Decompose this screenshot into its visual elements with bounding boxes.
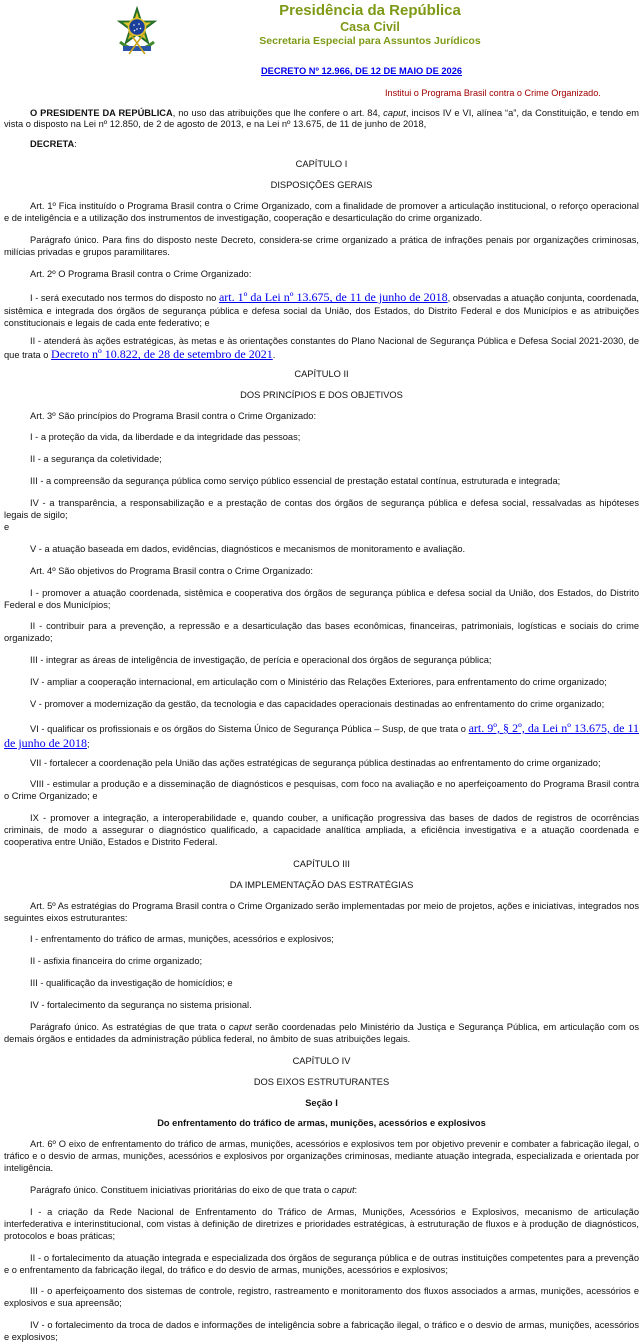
decree-ementa: Institui o Programa Brasil contra o Crime Organizado.: [385, 87, 601, 98]
article-4-item-viii: VIII - estimular a produção e a disseminação de diagnósticos e pesquisas, com foco na avaliação e no aperfeiçoamento do Programa Brasil contra o Crime Organizado; e: [4, 779, 639, 802]
paragraph-text: serão coordenadas pelo Ministério da Justiça e Segurança Pública, em articulação com os demais órgãos e entidades da administração pública federal, no âmbito de suas atribuições legais.: [4, 1022, 639, 1044]
article-5-item-i: I - enfrentamento do tráfico de armas, munições, acessórios e explosivos;: [30, 934, 334, 945]
article-4-item-i: I - promover a atuação coordenada, sistêmica e cooperativa dos órgãos de segurança pública e defesa social da União, dos Estados, do Distrito Federal e dos Municípios;: [4, 587, 639, 610]
chapter-title: DISPOSIÇÕES GERAIS: [270, 180, 373, 191]
decreta-label: DECRETA: [30, 139, 75, 150]
article-6-item-iii: III - o aperfeiçoamento dos sistemas de controle, registro, rastreamento e monitoramento dos fluxos associados a armas, munições, acessórios e explosivos e sua apreensão;: [4, 1286, 639, 1309]
article-4-item-ix: IX - promover a integração, a interoperabilidade e, quando couber, a unificação progressiva das bases de dados de registros de ocorrências criminais, de modo a assegurar o diagnóstico qualificado, a capacidade analítica ampliada, a eficiência investigativa e a atuação coordenada e cooperativa entre União, Estados e Distrito Federal.: [4, 813, 639, 848]
article-6-item-ii: II - o fortalecimento da atuação integrada e especializada dos órgãos de segurança pública e de outras instituições competentes para a prevenção e o enfrentamento da fabricação ilegal, do tráfico e do desvio de armas, munições, acessórios e explosivos;: [4, 1252, 639, 1275]
page-header: [0, 0, 643, 60]
header-title: Presidência da República: [279, 2, 461, 19]
law-link-art9[interactable]: art. 9º, § 2º, da Lei nº 13.675, de 11 de junho de 2018: [4, 720, 640, 751]
header-department: Secretaria Especial para Assuntos Jurídicos: [259, 35, 481, 47]
preamble-lead: O PRESIDENTE DA REPÚBLICA: [30, 107, 173, 118]
brazil-coat-of-arms-icon: [115, 2, 159, 56]
article-4: Art. 4º São objetivos do Programa Brasil contra o Crime Organizado:: [30, 565, 313, 576]
paragraph-text: Parágrafo único. Constituem iniciativas prioritárias do eixo de que trata o: [30, 1185, 332, 1196]
item-text: VI - qualificar os profissionais e os órgãos do Sistema Único de Segurança Pública – Susp, de que trata o: [30, 723, 469, 734]
section-heading: Seção I: [305, 1097, 338, 1108]
paragraph-text: Parágrafo único. As estratégias de que trata o: [30, 1022, 229, 1033]
chapter-heading: CAPÍTULO II: [294, 368, 349, 379]
header-text: [160, 2, 580, 48]
article-6: Art. 6º O eixo de enfrentamento do tráfico de armas, munições, acessórios e explosivos tem por objetivo prevenir e combater a fabricação ilegal, o tráfico e o desvio de armas, munições, acessórios e explosivos por organizações criminosas, mediante atuação integrada, especializada e orientada por inteligência.: [4, 1139, 639, 1174]
article-4-item-iii: III - integrar as áreas de inteligência de investigação, de perícia e operacional dos órgãos de segurança pública;: [30, 655, 492, 666]
item-text: ;: [87, 739, 90, 750]
article-2: Art. 2º O Programa Brasil contra o Crime Organizado:: [30, 268, 252, 279]
article-1: Art. 1º Fica instituído o Programa Brasil contra o Crime Organizado, com a finalidade de promover a articulação institucional, o reforço operacional e de inteligência e a utilização dos instrumentos de investigação, cooperação e desarticulação do crime organizado.: [4, 200, 639, 223]
law-link-art1[interactable]: art. 1º da Lei nº 13.675, de 11 de junho de 2018: [218, 290, 448, 305]
decreta: DECRETA:: [30, 139, 77, 150]
header-subtitle: Casa Civil: [340, 20, 400, 34]
article-5-item-iv: IV - fortalecimento da segurança no sistema prisional.: [30, 1000, 252, 1011]
article-2-item-ii: [4, 336, 639, 363]
article-3-item-ii: II - a segurança da coletividade;: [30, 454, 162, 465]
article-4-item-iv: IV - ampliar a cooperação internacional, em articulação com o Ministério das Relações Exteriores, para enfrentamento do crime organizado;: [30, 677, 607, 688]
article-6-paragraph: [4, 1185, 639, 1197]
article-5-paragraph: [4, 1022, 639, 1046]
chapter-heading: CAPÍTULO I: [295, 159, 348, 170]
preamble: [4, 108, 639, 132]
article-6-item-iv: IV - o fortalecimento da troca de dados e informações de inteligência sobre a fabricação ilegal, o tráfico e o desvio de armas, munições, acessórios e explosivos;: [4, 1320, 639, 1343]
article-5: Art. 5º As estratégias do Programa Brasil contra o Crime Organizado serão implementadas por meio de projetos, ações e iniciativas, integrados nos seguintes eixos estruturantes:: [4, 900, 639, 923]
item-text: .: [272, 350, 276, 361]
paragraph-caput: caput: [228, 1022, 252, 1033]
paragraph-caput: caput: [331, 1185, 355, 1196]
decree-title-link[interactable]: DECRETO Nº 12.966, DE 12 DE MAIO DE 2026: [260, 66, 463, 76]
chapter-heading: CAPÍTULO III: [293, 858, 350, 869]
chapter-heading: CAPÍTULO IV: [292, 1055, 351, 1066]
item-text: II - atenderá às ações estratégicas, às metas e às orientações constantes do Plano Nacional de Segurança Pública e Defesa Social 2021-2030, de que trata o: [4, 335, 639, 361]
article-3: Art. 3º São princípios do Programa Brasil contra o Crime Organizado:: [30, 410, 317, 421]
chapter-title: DA IMPLEMENTAÇÃO DAS ESTRATÉGIAS: [229, 879, 414, 890]
article-2-item-i: [4, 290, 639, 329]
article-3-item-iv: IV - a transparência, a responsabilização e a prestação de contas dos órgãos de segurança pública e defesa social, ressalvadas as hipóteses legais de sigilo;: [4, 498, 639, 521]
article-3-item-iii: III - a compreensão da segurança pública como serviço público essencial de prestação estatal contínua, estruturada e integrada;: [30, 476, 561, 487]
chapter-title: DOS PRINCÍPIOS E DOS OBJETIVOS: [240, 389, 403, 400]
article-4-item-v: V - promover a modernização da gestão, da tecnologia e das capacidades operacionais destinadas ao enfrentamento do crime organizado;: [30, 698, 605, 709]
article-4-item-ii: II - contribuir para a prevenção, a repressão e a desarticulação das bases econômicas, financeiras, patrimoniais, logísticas e sociais do crime organizado;: [4, 621, 639, 644]
article-3-item-iv-conjunction: e: [4, 521, 10, 532]
preamble-caput: caput: [383, 107, 406, 118]
article-4-item-vii: VII - fortalecer a coordenação pela União das ações estratégicas de segurança pública destinadas ao enfrentamento do crime organizado;: [30, 757, 601, 768]
preamble-text-b: , incisos IV e VI, alínea “a”, da Constituição, e tendo em vista o disposto na Lei nº 12.850, de 2 de agosto de 2013, e na Lei nº 13.675, de 11 de junho de 2018,: [4, 107, 639, 130]
section-title: Do enfrentamento do tráfico de armas, munições, acessórios e explosivos: [157, 1118, 486, 1129]
article-3-item-v: V - a atuação baseada em dados, evidências, diagnósticos e mecanismos de monitoramento e avaliação.: [30, 543, 466, 554]
item-text: , observadas a atuação conjunta, coordenada, sistêmica e integrada dos órgãos de segurança pública e defesa social da União, dos Estados, do Distrito Federal e dos Municípios e as atribuições constitucionais e legais de cada ente federativo; e: [4, 293, 639, 328]
paragraph-text: :: [354, 1185, 358, 1196]
article-1-paragraph: Parágrafo único. Para fins do disposto neste Decreto, considera-se crime organizado a prática de infrações penais por organizações criminosas, milícias privadas e grupos paramilitares.: [4, 234, 639, 257]
article-5-item-iii: III - qualificação da investigação de homicídios; e: [30, 978, 233, 989]
article-5-item-ii: II - asfixia financeira do crime organizado;: [30, 956, 203, 967]
article-6-item-i: I - a criação da Rede Nacional de Enfrentamento do Tráfico de Armas, Munições, Acessórios e Explosivos, mecanismo de articulação interfederativa e interinstitucional, com vistas à definição de diretrizes e prioridades estratégicas, à estruturação de fluxos e à produção de diagnósticos, protocolos e boas práticas;: [4, 1206, 639, 1241]
article-4-item-vi: [4, 721, 639, 752]
decree-link-10822[interactable]: Decreto nº 10.822, de 28 de setembro de 2021: [51, 347, 273, 362]
article-3-item-i: I - a proteção da vida, da liberdade e da integridade das pessoas;: [30, 432, 301, 443]
decree-body: [0, 108, 643, 1344]
item-text: I - será executado nos termos do disposto no: [30, 293, 219, 304]
preamble-text-a: , no uso das atribuições que lhe confere o art. 84,: [172, 107, 384, 118]
chapter-title: DOS EIXOS ESTRUTURANTES: [253, 1076, 390, 1087]
